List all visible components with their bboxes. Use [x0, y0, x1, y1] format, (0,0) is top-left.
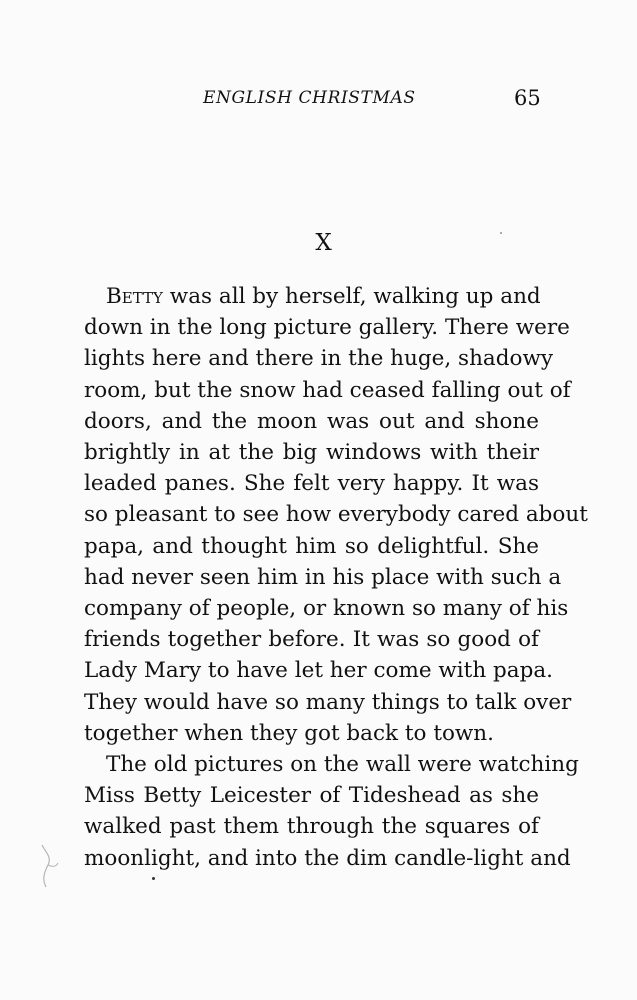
text-line: doors, and the moon was out and shone — [84, 408, 539, 434]
body-text — [84, 281, 588, 874]
text-line: lights here and there in the huge, shadowy — [84, 346, 553, 372]
text-line: Miss Betty Leicester of Tideshead as she — [84, 783, 539, 809]
text-line: They would have so many things to talk over — [84, 689, 572, 715]
text-line: had never seen him in his place with such a — [84, 564, 562, 590]
text-line: down in the long picture gallery. There were — [84, 315, 570, 341]
text-line: The old pictures on the wall were watching — [106, 752, 579, 778]
text-line: friends together before. It was so good of — [84, 627, 539, 653]
text-line: brightly in at the big windows with their — [84, 440, 539, 466]
paragraph — [84, 281, 588, 749]
page-number: 65 — [514, 86, 541, 110]
text-line: room, but the snow had ceased falling out of — [84, 377, 571, 403]
chapter-heading: X — [315, 230, 332, 256]
text-line: papa, and thought him so delightful. She — [84, 533, 539, 559]
text-line — [84, 281, 539, 312]
opening-word: Betty — [106, 284, 163, 309]
running-title: ENGLISH CHRISTMAS — [203, 88, 416, 108]
text-line: moonlight, and into the dim candle-light and — [84, 845, 571, 871]
text-line: together when they got back to town. — [84, 720, 494, 746]
pencil-mark-icon — [38, 843, 60, 889]
text-line: so pleasant to see how everybody cared about — [84, 502, 588, 528]
print-speck — [152, 877, 155, 880]
text-line: leaded panes. She felt very happy. It was — [84, 471, 539, 497]
text-line: company of people, or known so many of his — [84, 596, 569, 622]
print-speck — [500, 232, 502, 234]
paragraph — [84, 749, 579, 874]
text-line: walked past them through the squares of — [84, 814, 539, 840]
text-line: Lady Mary to have let her come with papa. — [84, 658, 554, 684]
running-head — [0, 88, 637, 114]
text-line-rest: was all by herself, walking up and — [162, 284, 541, 309]
